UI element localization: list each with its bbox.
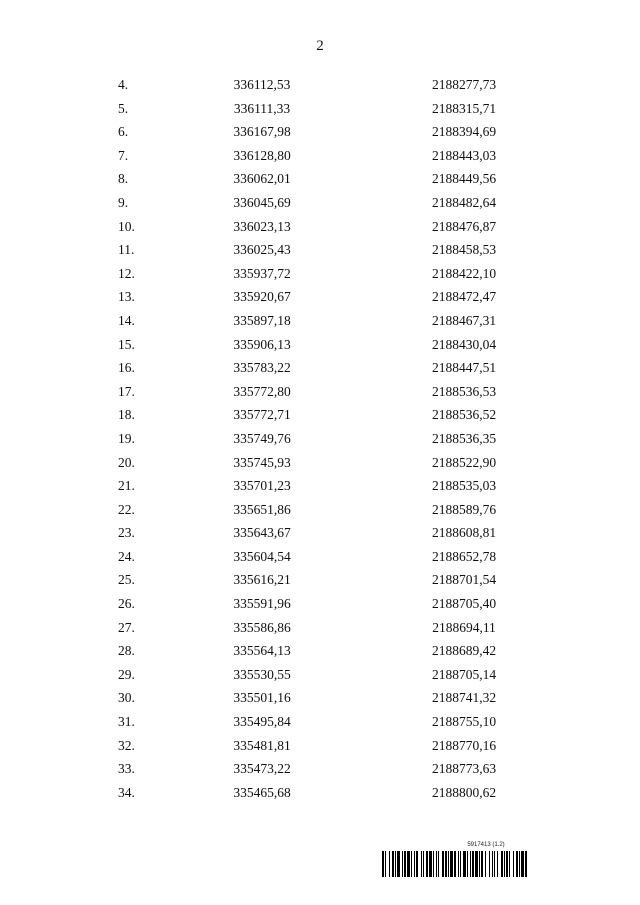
table-row xyxy=(0,545,640,569)
table-row xyxy=(0,521,640,545)
table-row xyxy=(0,380,640,404)
table-row xyxy=(0,757,640,781)
point-number: 27. xyxy=(118,619,135,635)
x-coordinate: 335937,72 xyxy=(233,265,291,281)
x-coordinate: 336023,13 xyxy=(233,218,291,234)
x-coordinate: 335616,21 xyxy=(233,572,291,588)
y-coordinate: 2188394,69 xyxy=(431,124,497,140)
y-coordinate: 2188773,63 xyxy=(431,761,497,777)
y-coordinate: 2188536,52 xyxy=(431,407,497,423)
y-coordinate: 2188430,04 xyxy=(431,336,497,352)
x-coordinate: 335465,68 xyxy=(233,784,291,800)
point-number: 31. xyxy=(118,714,135,730)
point-number: 9. xyxy=(118,194,129,210)
x-coordinate: 336062,01 xyxy=(233,171,291,187)
x-coordinate: 335906,13 xyxy=(233,336,291,352)
y-coordinate: 2188694,11 xyxy=(432,619,496,635)
point-number: 8. xyxy=(118,171,129,187)
point-number: 33. xyxy=(118,761,135,777)
point-number: 26. xyxy=(118,596,135,612)
x-coordinate: 335783,22 xyxy=(233,360,291,376)
table-row xyxy=(0,427,640,451)
y-coordinate: 2188467,31 xyxy=(431,312,497,328)
point-number: 12. xyxy=(118,265,135,281)
table-row xyxy=(0,191,640,215)
x-coordinate: 335564,13 xyxy=(233,643,291,659)
x-coordinate: 335495,84 xyxy=(233,714,291,730)
point-number: 7. xyxy=(118,147,129,163)
x-coordinate: 336045,69 xyxy=(233,194,291,210)
x-coordinate: 335604,54 xyxy=(233,548,291,564)
x-coordinate: 335643,67 xyxy=(233,525,291,541)
y-coordinate: 2188589,76 xyxy=(431,501,497,517)
point-number: 6. xyxy=(118,124,129,140)
x-coordinate: 335591,96 xyxy=(233,596,291,612)
point-number: 30. xyxy=(118,690,135,706)
y-coordinate: 2188277,73 xyxy=(431,77,497,92)
table-row xyxy=(0,639,640,663)
x-coordinate: 336111,33 xyxy=(233,100,291,116)
table-row xyxy=(0,167,640,191)
x-coordinate: 335586,86 xyxy=(233,619,291,635)
table-row xyxy=(0,97,640,121)
point-number: 15. xyxy=(118,336,135,352)
y-coordinate: 2188689,42 xyxy=(431,643,497,659)
y-coordinate: 2188755,10 xyxy=(431,714,497,730)
barcode-icon xyxy=(382,851,590,877)
table-row xyxy=(0,616,640,640)
x-coordinate: 336167,98 xyxy=(233,124,291,140)
y-coordinate: 2188652,78 xyxy=(431,548,497,564)
x-coordinate: 335530,55 xyxy=(233,666,291,682)
point-number: 24. xyxy=(118,548,135,564)
x-coordinate: 335772,80 xyxy=(233,383,291,399)
table-row xyxy=(0,356,640,380)
y-coordinate: 2188422,10 xyxy=(431,265,497,281)
point-number: 32. xyxy=(118,737,135,753)
x-coordinate: 335749,76 xyxy=(233,430,291,446)
table-row xyxy=(0,592,640,616)
point-number: 19. xyxy=(118,430,135,446)
y-coordinate: 2188536,53 xyxy=(431,383,497,399)
barcode-block xyxy=(382,842,590,878)
point-number: 10. xyxy=(118,218,135,234)
table-row xyxy=(0,73,640,97)
table-row xyxy=(0,285,640,309)
table-row xyxy=(0,403,640,427)
point-number: 5. xyxy=(118,100,129,116)
x-coordinate: 335473,22 xyxy=(233,761,291,777)
point-number: 13. xyxy=(118,289,135,305)
y-coordinate: 2188482,64 xyxy=(431,194,497,210)
point-number: 22. xyxy=(118,501,135,517)
point-number: 14. xyxy=(118,312,135,328)
point-number: 4. xyxy=(118,77,129,92)
x-coordinate: 335920,67 xyxy=(233,289,291,305)
table-row xyxy=(0,568,640,592)
table-row xyxy=(0,215,640,239)
y-coordinate: 2188705,14 xyxy=(431,666,497,682)
point-number: 21. xyxy=(118,478,135,494)
table-row xyxy=(0,262,640,286)
table-row xyxy=(0,474,640,498)
table-row xyxy=(0,144,640,168)
y-coordinate: 2188536,35 xyxy=(431,430,497,446)
point-number: 17. xyxy=(118,383,135,399)
x-coordinate: 336128,80 xyxy=(233,147,291,163)
y-coordinate: 2188535,03 xyxy=(431,478,497,494)
point-number: 25. xyxy=(118,572,135,588)
table-row xyxy=(0,663,640,687)
x-coordinate: 335501,16 xyxy=(233,690,291,706)
y-coordinate: 2188443,03 xyxy=(431,147,497,163)
y-coordinate: 2188476,87 xyxy=(431,218,497,234)
x-coordinate: 335897,18 xyxy=(233,312,291,328)
point-number: 20. xyxy=(118,454,135,470)
y-coordinate: 2188315,71 xyxy=(431,100,497,116)
table-row xyxy=(0,686,640,710)
x-coordinate: 336112,53 xyxy=(233,77,291,92)
barcode-caption: 5917413 (1.2) xyxy=(467,842,505,848)
point-number: 34. xyxy=(118,784,135,800)
table-row xyxy=(0,451,640,475)
x-coordinate: 335772,71 xyxy=(233,407,291,423)
x-coordinate: 335701,23 xyxy=(233,478,291,494)
table-row xyxy=(0,781,640,805)
y-coordinate: 2188472,47 xyxy=(431,289,497,305)
y-coordinate: 2188741,32 xyxy=(431,690,497,706)
y-coordinate: 2188770,16 xyxy=(431,737,497,753)
point-number: 18. xyxy=(118,407,135,423)
page-number: 2 xyxy=(316,38,324,54)
y-coordinate: 2188701,54 xyxy=(431,572,497,588)
table-row xyxy=(0,498,640,522)
table-row xyxy=(0,734,640,758)
y-coordinate: 2188800,62 xyxy=(431,784,497,800)
x-coordinate: 335481,81 xyxy=(233,737,291,753)
coordinates-table xyxy=(0,73,640,804)
point-number: 11. xyxy=(118,242,135,258)
y-coordinate: 2188449,56 xyxy=(431,171,497,187)
table-row xyxy=(0,238,640,262)
y-coordinate: 2188522,90 xyxy=(431,454,497,470)
table-row xyxy=(0,309,640,333)
x-coordinate: 336025,43 xyxy=(233,242,291,258)
table-row xyxy=(0,710,640,734)
table-row xyxy=(0,120,640,144)
point-number: 16. xyxy=(118,360,135,376)
table-row xyxy=(0,333,640,357)
point-number: 29. xyxy=(118,666,135,682)
y-coordinate: 2188705,40 xyxy=(431,596,497,612)
point-number: 28. xyxy=(118,643,135,659)
point-number: 23. xyxy=(118,525,135,541)
y-coordinate: 2188458,53 xyxy=(431,242,497,258)
x-coordinate: 335651,86 xyxy=(233,501,291,517)
y-coordinate: 2188447,51 xyxy=(431,360,497,376)
x-coordinate: 335745,93 xyxy=(233,454,291,470)
y-coordinate: 2188608,81 xyxy=(431,525,497,541)
